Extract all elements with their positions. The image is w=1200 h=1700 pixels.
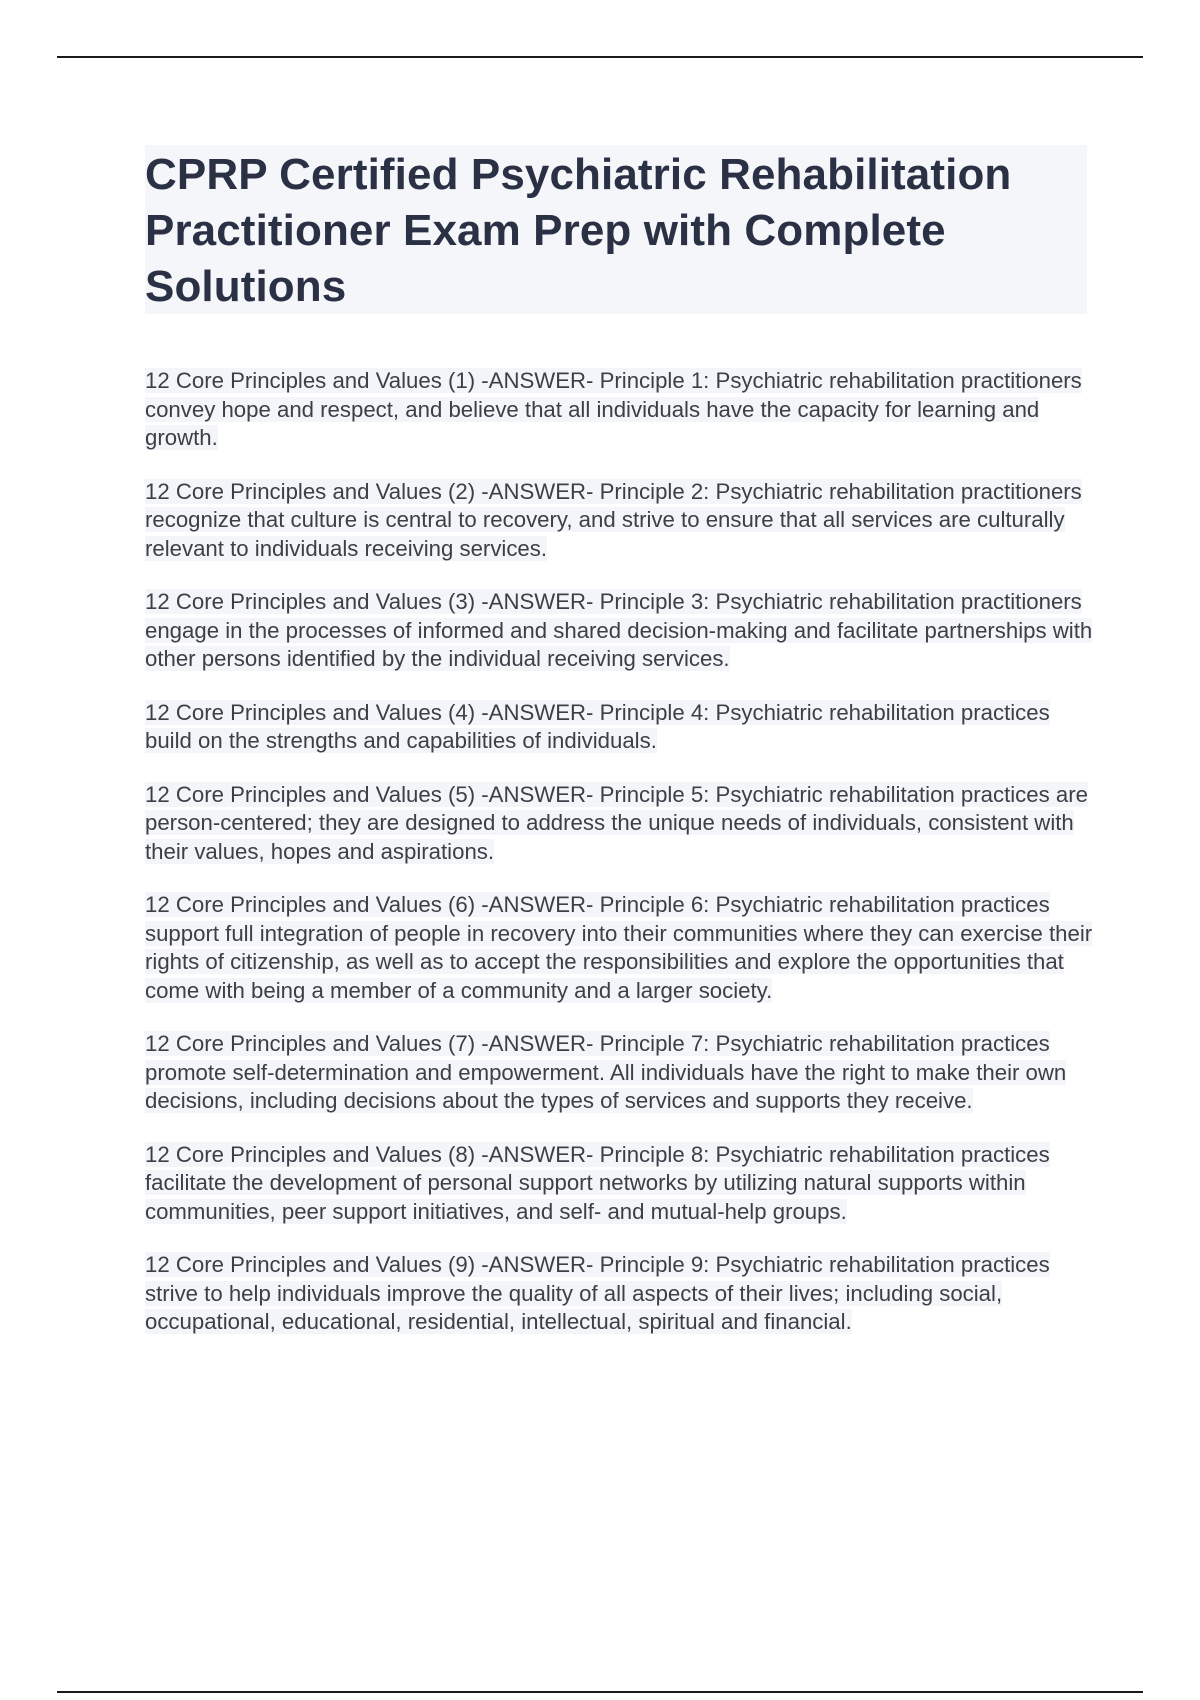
qa-entry-7: [145, 1030, 1095, 1116]
qa-entry-5: [145, 781, 1095, 867]
qa-entry-8: [145, 1141, 1095, 1227]
qa-entry-4: [145, 699, 1095, 756]
qa-entry-text: 12 Core Principles and Values (1) -ANSWER- Principle 1: Psychiatric rehabilitation practitioners convey hope and respect, and believe that all individuals have the capacity for learning and growth.: [145, 368, 1082, 450]
page-title: CPRP Certified Psychiatric Rehabilitation Practitioner Exam Prep with Complete Solutions: [145, 150, 1012, 311]
qa-entry-6: [145, 891, 1095, 1005]
qa-entry-text: 12 Core Principles and Values (5) -ANSWER- Principle 5: Psychiatric rehabilitation practices are person-centered; they are designed to address the unique needs of individuals, consistent with their values, hopes and aspirations.: [145, 781, 1088, 864]
qa-entry-text: 12 Core Principles and Values (3) -ANSWER- Principle 3: Psychiatric rehabilitation practitioners engage in the processes of informed and shared decision-making and facilitate partnerships with other persons identified by the individual receiving services.: [145, 589, 1093, 671]
qa-entry-2: [145, 478, 1095, 564]
title-block: [145, 145, 1087, 314]
qa-entry-text: 12 Core Principles and Values (4) -ANSWER- Principle 4: Psychiatric rehabilitation practices build on the strengths and capabilities of individuals.: [145, 699, 1050, 753]
qa-entry-text: 12 Core Principles and Values (6) -ANSWER- Principle 6: Psychiatric rehabilitation practices support full integration of people in recovery into their communities where they can exercise their rights of citizenship, as well as to accept the responsibilities and explore the opportunities that come with being a member of a community and a larger society.: [145, 892, 1093, 1003]
top-rule: [57, 56, 1143, 58]
qa-entry-text: 12 Core Principles and Values (2) -ANSWER- Principle 2: Psychiatric rehabilitation practitioners recognize that culture is central to recovery, and strive to ensure that all services are culturally relevant to individuals receiving services.: [145, 478, 1082, 561]
qa-entry-3: [145, 588, 1095, 674]
bottom-rule: [57, 1691, 1143, 1693]
qa-entry-text: 12 Core Principles and Values (7) -ANSWER- Principle 7: Psychiatric rehabilitation practices promote self-determination and empowerment. All individuals have the right to make their own decisions, including decisions about the types of services and supports they receive.: [145, 1031, 1067, 1113]
qa-entry-9: [145, 1251, 1095, 1337]
qa-list: [145, 367, 1095, 1362]
qa-entry-1: [145, 367, 1095, 453]
qa-entry-text: 12 Core Principles and Values (8) -ANSWER- Principle 8: Psychiatric rehabilitation practices facilitate the development of personal support networks by utilizing natural supports within communities, peer support initiatives, and self- and mutual-help groups.: [145, 1141, 1050, 1224]
qa-entry-text: 12 Core Principles and Values (9) -ANSWER- Principle 9: Psychiatric rehabilitation practices strive to help individuals improve the quality of all aspects of their lives; including social, occupational, educational, residential, intellectual, spiritual and financial.: [145, 1252, 1050, 1334]
